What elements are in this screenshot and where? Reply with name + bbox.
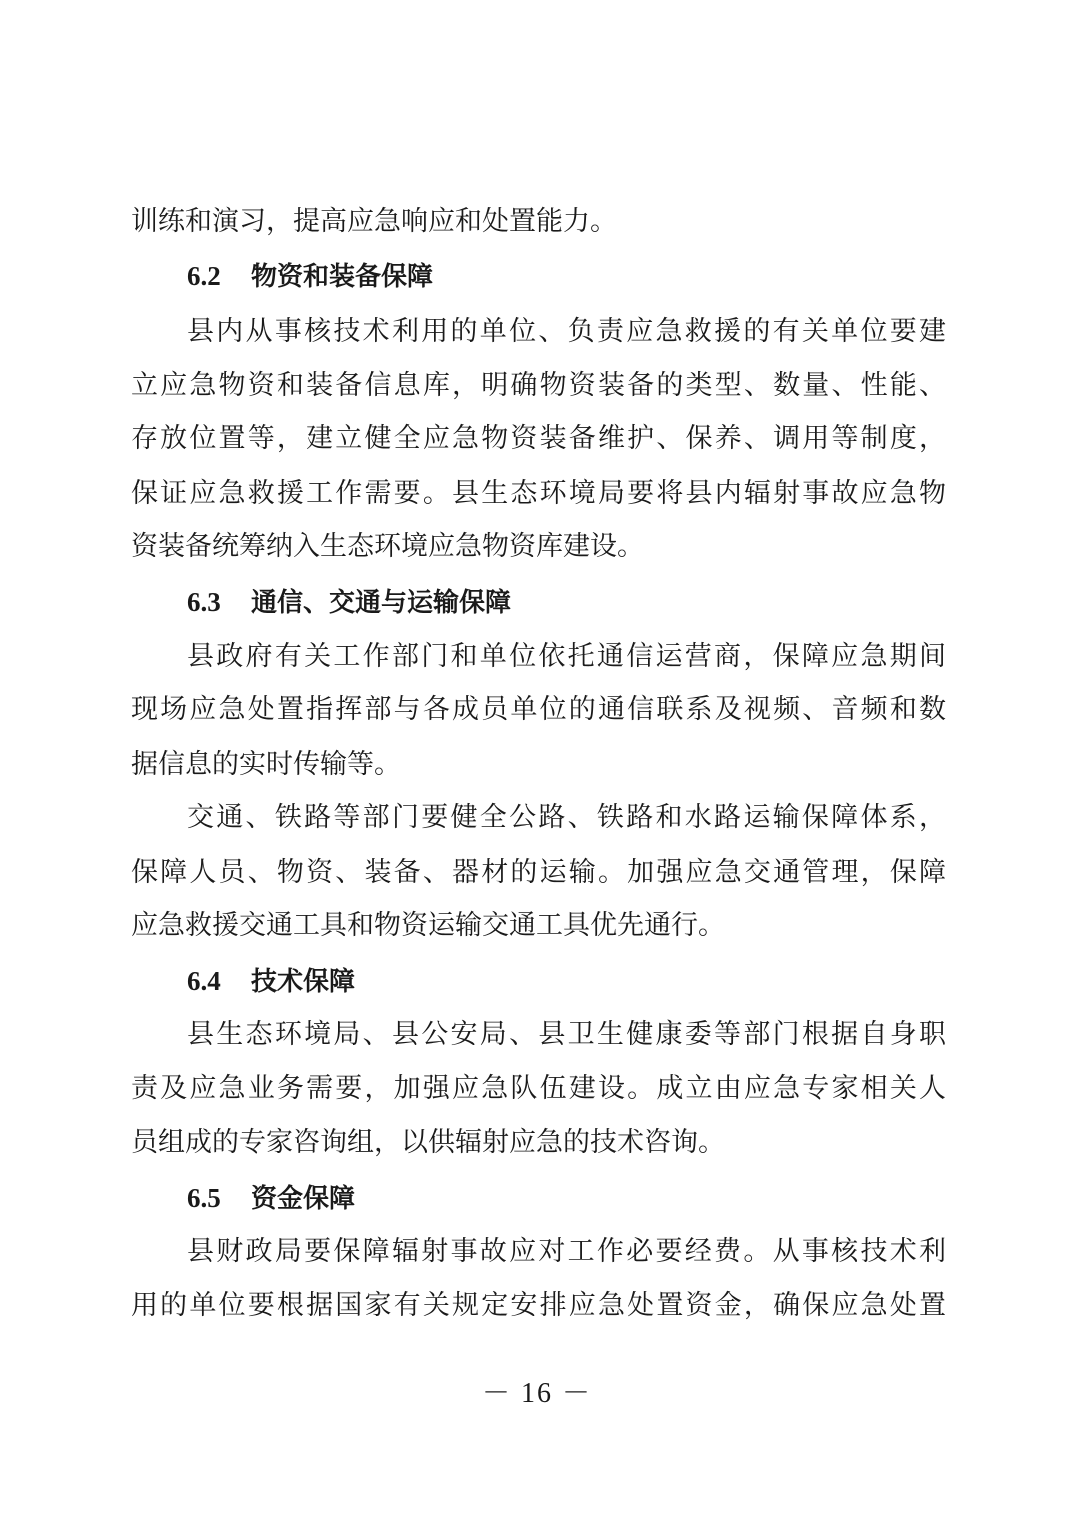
paragraph-line: 资装备统筹纳入生态环境应急物资库建设。 [131, 531, 644, 562]
section-number: 6.3 [187, 587, 221, 617]
paragraph-line: 训练和演习，提高应急响应和处置能力。 [131, 206, 617, 237]
paragraph-line: 县政府有关工作部门和单位依托通信运营商，保障应急期间 [187, 641, 946, 672]
paragraph-line: 用的单位要根据国家有关规定安排应急处置资金，确保应急处置 [131, 1290, 946, 1321]
section-title: 技术保障 [251, 967, 356, 997]
section-heading-6-3 [187, 584, 511, 621]
paragraph-line: 据信息的实时传输等。 [131, 749, 401, 780]
section-title: 资金保障 [251, 1184, 356, 1214]
paragraph-line: 保证应急救援工作需要。县生态环境局要将县内辐射事故应急物 [131, 478, 946, 509]
page-number: － 16 － [481, 1378, 592, 1409]
section-title: 通信、交通与运输保障 [251, 588, 512, 618]
section-heading-6-4 [187, 963, 355, 1000]
section-number: 6.2 [187, 261, 221, 291]
paragraph-line: 应急救援交通工具和物资运输交通工具优先通行。 [131, 910, 725, 941]
paragraph-line: 保障人员、物资、装备、器材的运输。加强应急交通管理，保障 [131, 857, 946, 888]
section-number: 6.4 [187, 966, 221, 996]
paragraph-line: 县内从事核技术利用的单位、负责应急救援的有关单位要建 [187, 316, 946, 347]
paragraph-line: 交通、铁路等部门要健全公路、铁路和水路运输保障体系， [187, 802, 946, 833]
paragraph-line: 存放位置等，建立健全应急物资装备维护、保养、调用等制度， [131, 423, 946, 454]
paragraph-line: 现场应急处置指挥部与各成员单位的通信联系及视频、音频和数 [131, 694, 946, 725]
paragraph-line: 县财政局要保障辐射事故应对工作必要经费。从事核技术利 [187, 1236, 946, 1267]
paragraph-line: 县生态环境局、县公安局、县卫生健康委等部门根据自身职 [187, 1019, 946, 1050]
section-heading-6-2 [187, 258, 433, 295]
section-heading-6-5 [187, 1180, 355, 1217]
paragraph-line: 员组成的专家咨询组，以供辐射应急的技术咨询。 [131, 1127, 725, 1158]
paragraph-line: 立应急物资和装备信息库，明确物资装备的类型、数量、性能、 [131, 370, 946, 401]
paragraph-line: 责及应急业务需要，加强应急队伍建设。成立由应急专家相关人 [131, 1073, 946, 1104]
section-title: 物资和装备保障 [251, 262, 434, 292]
section-number: 6.5 [187, 1183, 221, 1213]
